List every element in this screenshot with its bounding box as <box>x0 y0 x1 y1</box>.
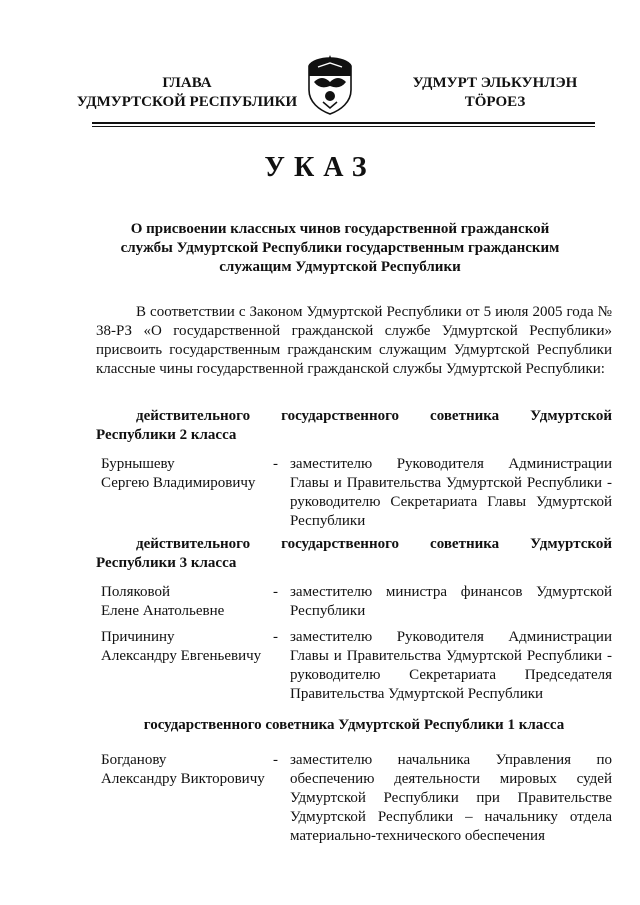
appointee-given-name: Елене Анатольевне <box>101 603 225 619</box>
document-title: УКАЗ <box>264 152 376 183</box>
document-subject: О присвоении классных чинов государственной гражданской службы Удмуртской Республики государственным гражданским служащим Удмуртской Республики <box>120 221 560 275</box>
header-right-line1: УДМУРТ ЭЛЬКУНЛЭН <box>412 75 578 91</box>
appointee-given-name: Александру Викторовичу <box>101 771 265 787</box>
coat-of-arms-icon <box>305 52 355 116</box>
appointee-name <box>101 751 271 789</box>
header-left <box>72 74 302 112</box>
header-right <box>395 74 595 112</box>
header-rule-thick <box>92 122 595 124</box>
appointee-position: заместителю начальника Управления по обеспечению деятельности мировых судей Удмуртской Республики при Правительстве Удмуртской Республики – начальнику отдела материально-технического обеспечения <box>290 752 612 844</box>
dash-separator: - <box>273 456 278 472</box>
header-rule-thin <box>92 126 595 127</box>
dash-separator: - <box>273 584 278 600</box>
appointee-name <box>101 583 271 621</box>
appointee-surname: Причинину <box>101 629 175 645</box>
rank-heading-2: действительного государственного советника Удмуртской Республики 3 класса <box>96 536 612 571</box>
appointee-position: заместителю Руководителя Администрации Главы и Правительства Удмуртской Республики - руководителю Секретариата Главы Удмуртской Республики <box>290 456 612 529</box>
header-left-line2: УДМУРТСКОЙ РЕСПУБЛИКИ <box>76 94 298 110</box>
appointee-position: заместителю Руководителя Администрации Главы и Правительства Удмуртской Республики - руководителю Секретариата Председателя Правительства Удмуртской Республики <box>290 629 612 702</box>
appointee-position: заместителю министра финансов Удмуртской Республики <box>290 584 612 619</box>
dash-separator: - <box>273 629 278 645</box>
appointee-surname: Бурнышеву <box>101 456 175 472</box>
appointee-given-name: Сергею Владимировичу <box>101 475 256 491</box>
appointee-surname: Богданову <box>101 752 167 768</box>
appointee-given-name: Александру Евгеньевичу <box>101 648 262 664</box>
dash-separator: - <box>273 752 278 768</box>
rank-heading-3: государственного советника Удмуртской Республики 1 класса <box>143 717 565 733</box>
header-left-line1: ГЛАВА <box>162 75 212 91</box>
appointee-surname: Поляковой <box>101 584 171 600</box>
header-right-line2: ТӦРОЕЗ <box>464 94 526 110</box>
appointee-name <box>101 455 271 493</box>
rank-heading-1: действительного государственного советника Удмуртской Республики 2 класса <box>96 408 612 443</box>
appointee-name <box>101 628 271 666</box>
intro-paragraph: В соответствии с Законом Удмуртской Республики от 5 июля 2005 года № 38-РЗ «О государственной гражданской службе Удмуртской Республики» присвоить государственным гражданским служащим Удмуртской Республики классные чины государственной гражданской службы Удмуртской Республики: <box>96 304 612 377</box>
